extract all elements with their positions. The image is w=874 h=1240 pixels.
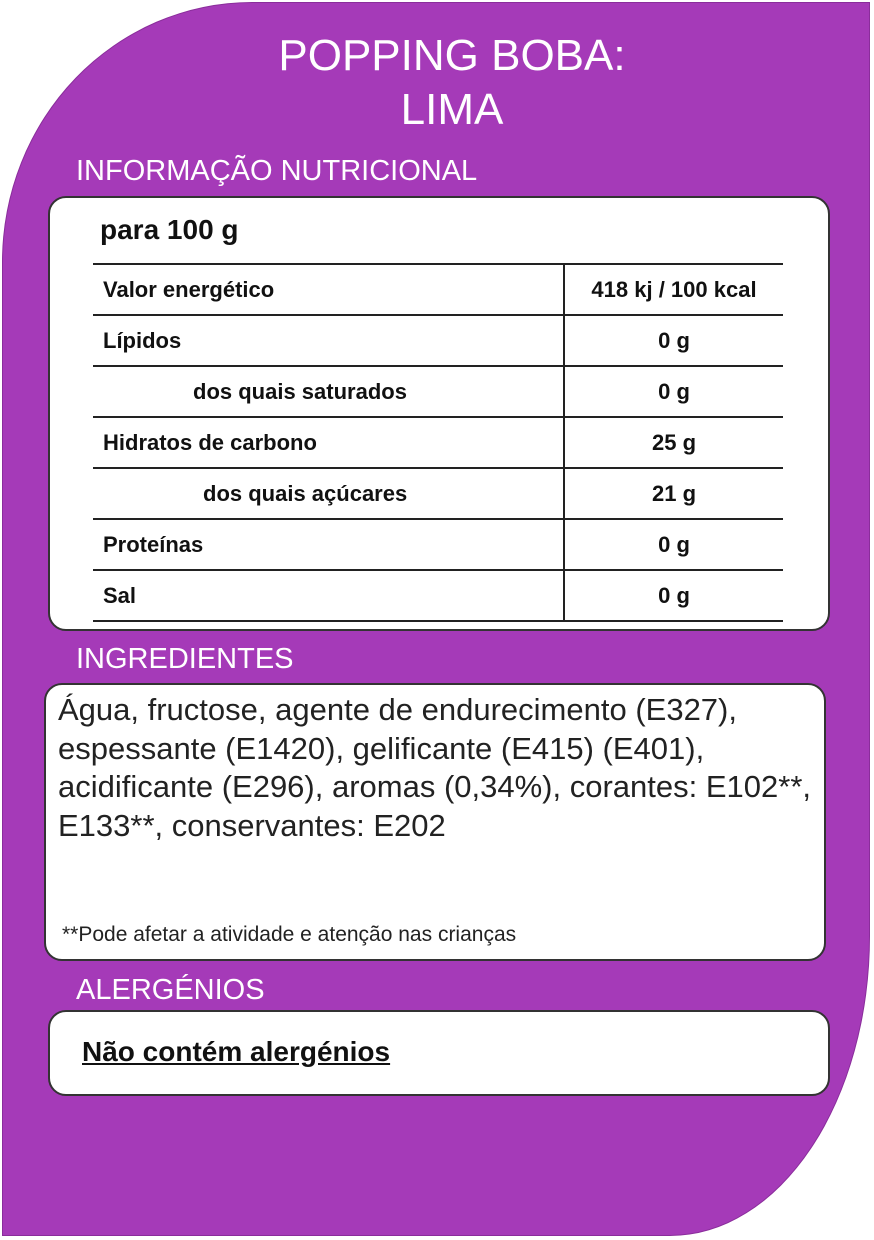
table-row xyxy=(93,264,783,315)
nutrient-name: dos quais açúcares xyxy=(93,468,564,519)
nutrient-value: 0 g xyxy=(564,366,783,417)
nutrient-value: 21 g xyxy=(564,468,783,519)
nutrient-name: Lípidos xyxy=(93,315,564,366)
product-title-line-1: POPPING BOBA: xyxy=(278,31,626,80)
table-row xyxy=(93,366,783,417)
table-row xyxy=(93,417,783,468)
table-row xyxy=(93,315,783,366)
allergens-statement: Não contém alergénios xyxy=(82,1036,391,1067)
allergens-panel xyxy=(48,1010,830,1096)
nutrient-name: Valor energético xyxy=(93,264,564,315)
nutrient-value: 0 g xyxy=(564,570,783,621)
nutrition-heading: INFORMAÇÃO NUTRICIONAL xyxy=(76,155,478,187)
nutrient-name: Sal xyxy=(93,570,564,621)
nutrition-table xyxy=(93,263,783,622)
nutrient-value: 0 g xyxy=(564,315,783,366)
nutrient-value: 25 g xyxy=(564,417,783,468)
ingredients-heading: INGREDIENTES xyxy=(76,643,294,675)
nutrient-name: Hidratos de carbono xyxy=(93,417,564,468)
table-row xyxy=(93,519,783,570)
allergens-heading: ALERGÉNIOS xyxy=(76,974,265,1006)
per-amount-label: para 100 g xyxy=(100,214,239,245)
table-row xyxy=(93,570,783,621)
ingredients-panel xyxy=(44,683,826,961)
nutrient-value: 418 kj / 100 kcal xyxy=(564,264,783,315)
nutrient-name: dos quais saturados xyxy=(93,366,564,417)
product-title-line-2: LIMA xyxy=(400,85,504,134)
ingredients-footnote: **Pode afetar a atividade e atenção nas crianças xyxy=(62,923,517,946)
nutrient-value: 0 g xyxy=(564,519,783,570)
nutrition-panel xyxy=(48,196,830,631)
nutrient-name: Proteínas xyxy=(93,519,564,570)
ingredients-list: Água, fructose, agente de endurecimento (E327), espessante (E1420), gelificante (E415) (E401), acidificante (E296), aromas (0,34%), corantes: E102**, E133**, conservantes: E202 xyxy=(58,692,811,843)
table-row xyxy=(93,468,783,519)
